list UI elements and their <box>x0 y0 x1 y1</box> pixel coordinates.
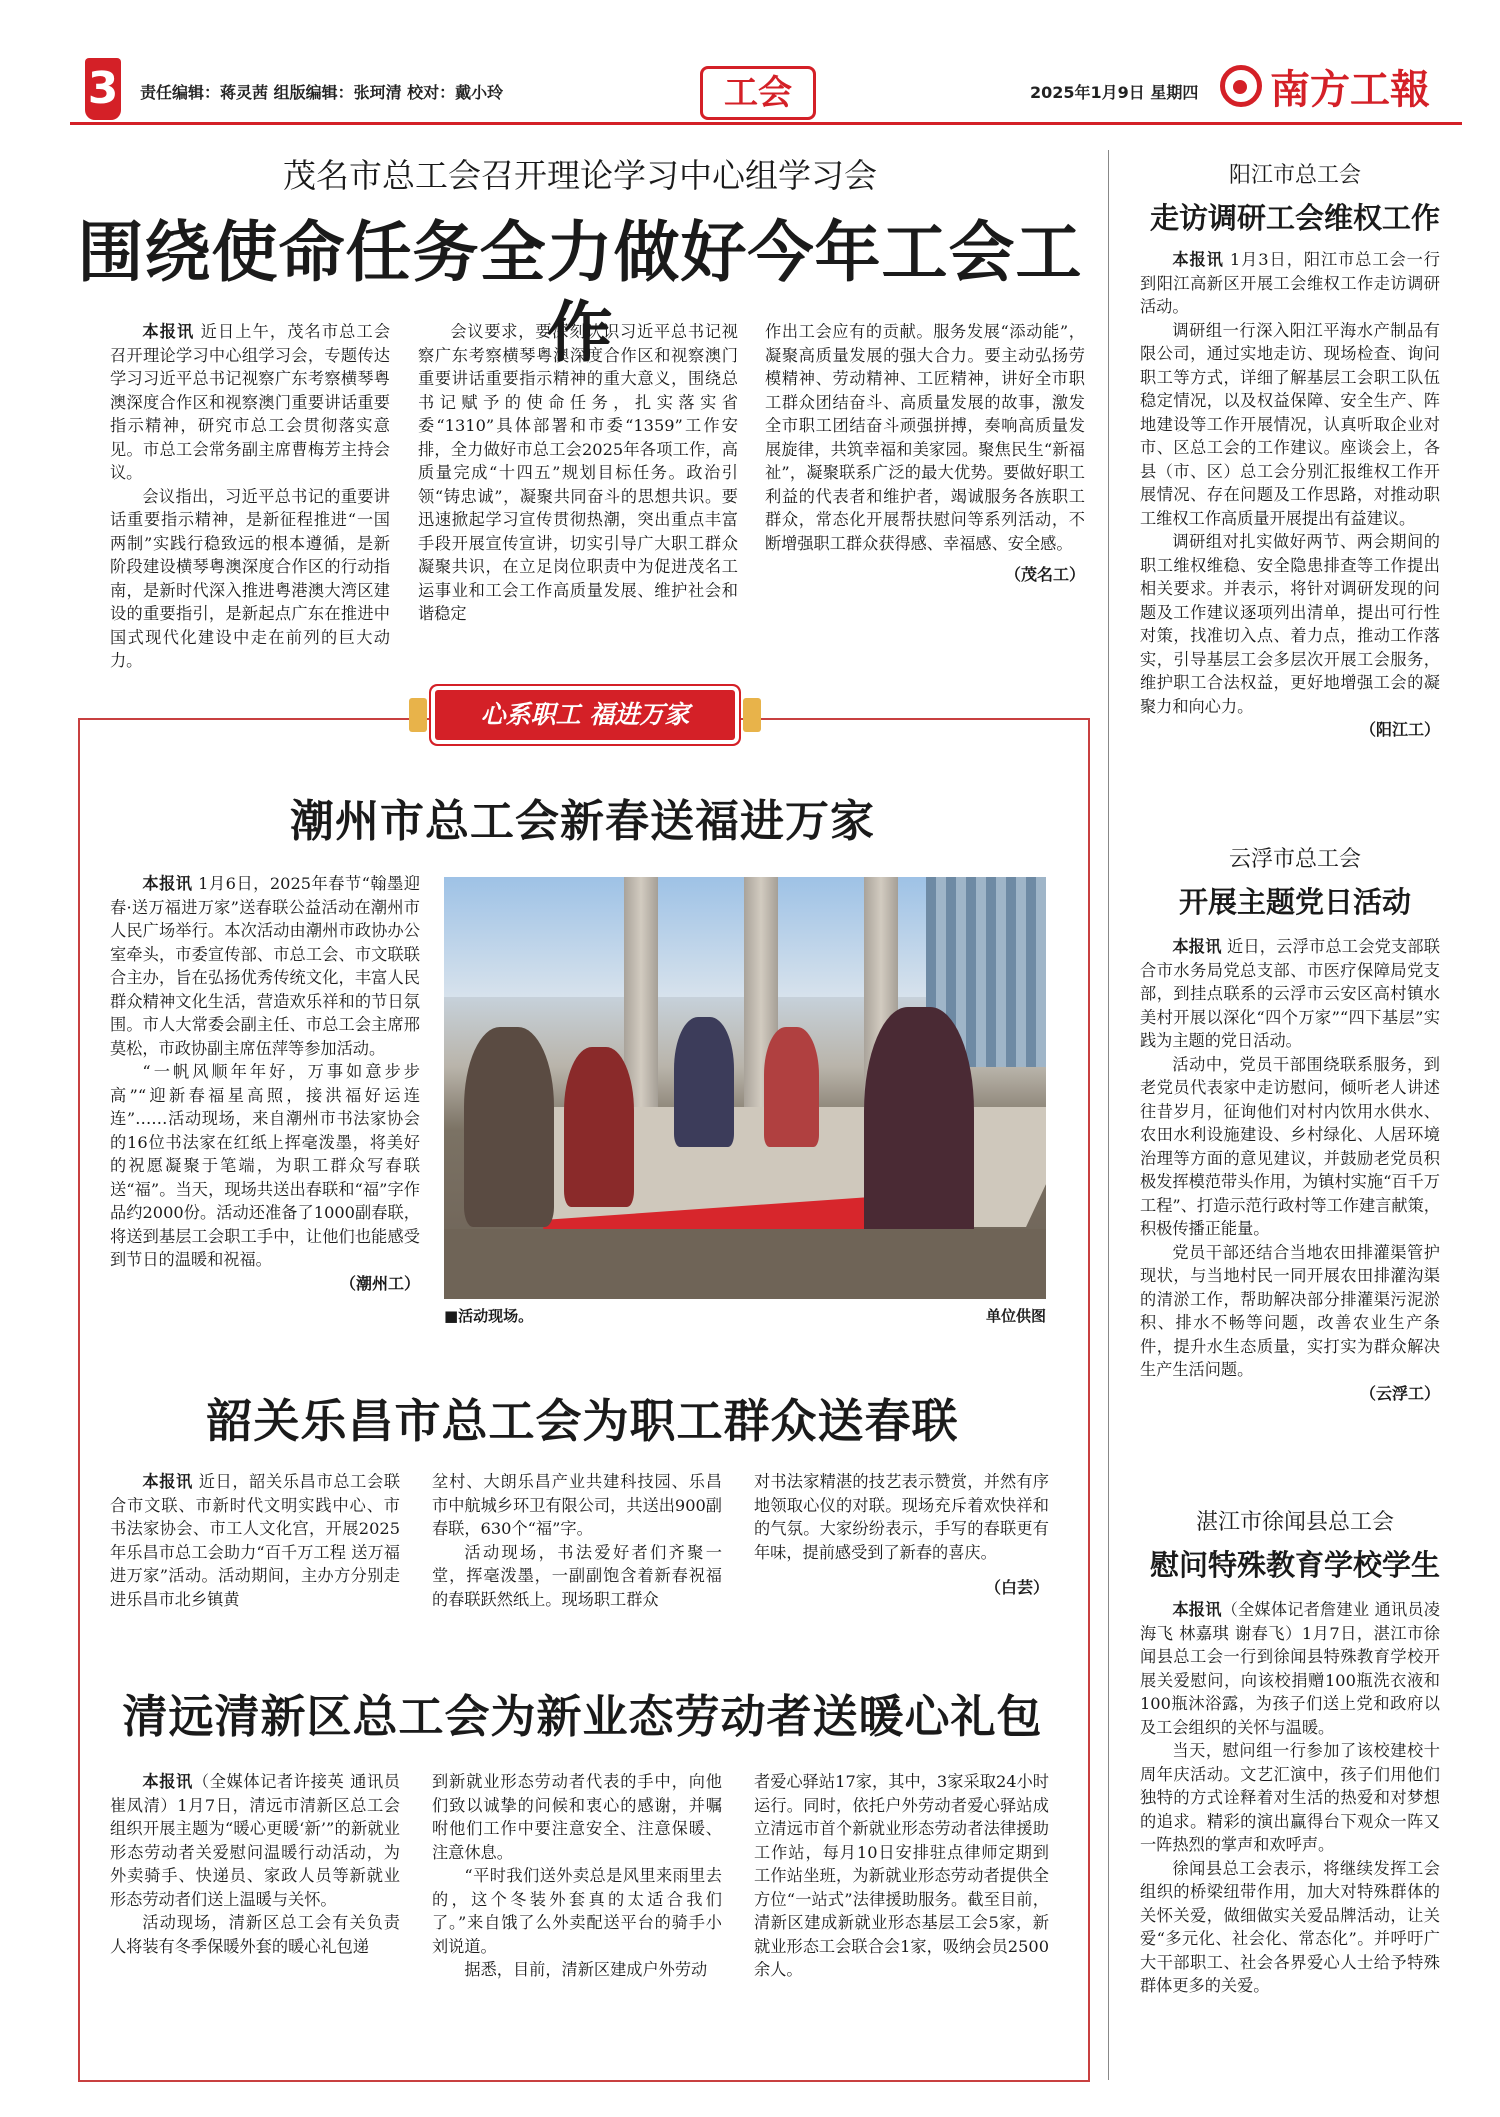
paragraph: “平时我们送外卖总是风里来雨里去的，这个冬装外套真的太适合我们了。”来自饿了么外卖配送平台的骑手小刘说道。 <box>432 1866 722 1956</box>
zhanjiang-body <box>1140 1598 1440 1998</box>
lead-col-3 <box>765 320 1085 587</box>
byline-sign: （潮州工） <box>339 1273 420 1293</box>
logo-mark-icon <box>1220 65 1262 107</box>
paragraph: 活动现场，清新区总工会有关负责人将装有冬季保暖外套的暖心礼包递 <box>110 1913 400 1956</box>
editor-credits: 责任编辑：蒋灵茜 组版编辑：张珂清 校对：戴小玲 <box>140 83 504 102</box>
paragraph: 本报讯 1月3日，阳江市总工会一行到阳江高新区开展工会维权工作走访调研活动。 <box>1140 250 1440 316</box>
event-photo <box>444 877 1046 1299</box>
shaoguan-col-1 <box>110 1470 400 1611</box>
byline-sign: （云浮工） <box>1359 1383 1440 1403</box>
lead-col-1 <box>110 320 390 673</box>
paragraph: 作出工会应有的贡献。服务发展“添动能”，凝聚高质量发展的强大合力。要主动弘扬劳模精神、劳动精神、工匠精神，讲好全市职工群众团结奋斗、高质量发展的故事，激发全市职工团结奋斗顽强拼搏，奏响高质量发展旋律，共筑幸福和美家园。聚焦民生“新福祉”，凝聚联系广泛的最大优势。要做好职工利益的代表者和维护者，竭诚服务各族职工群众，常态化开展帮扶慰问等系列活动，不断增强职工群众获得感、幸福感、安全感。 <box>765 322 1085 553</box>
paragraph: 据悉，目前，清新区建成户外劳动 <box>464 1960 708 1979</box>
yangjiang-body <box>1140 248 1440 742</box>
paragraph: 对书法家精湛的技艺表示赞赏，并然有序地领取心仪的对联。现场充斥着欢快祥和的气氛。大家纷纷表示，手写的春联更有年味，提前感受到了新春的喜庆。 <box>754 1472 1049 1562</box>
paragraph: 调研组一行深入阳江平海水产制品有限公司，通过实地走访、现场检查、询问职工等方式，详细了解基层工会职工队伍稳定情况，以及权益保障、安全生产、阵地建设等工作开展情况，认真听取企业对市、区总工会的工作建议。座谈会上，各县（市、区）总工会分别汇报维权工作开展情况、存在问题及工作思路，对推动职工维权工作高质量开展提出有益建议。 <box>1140 320 1440 528</box>
zhanjiang-headline: 慰问特殊教育学校学生 <box>1149 1548 1440 1582</box>
special-section-banner: 心系职工 福进万家 <box>435 690 735 740</box>
paragraph: 调研组对扎实做好两节、两会期间的职工维权维稳、安全隐患排查等工作提出相关要求。并表示，将针对调研发现的问题及工作建议逐项列出清单，提出可行性对策，找准切入点、着力点，推动工作落实，引导基层工会多层次开展工会服务，维护职工合法权益，更好地增强工会的凝聚力和向心力。 <box>1140 532 1440 716</box>
shaoguan-col-2 <box>432 1470 722 1611</box>
byline-sign: （阳江工） <box>1359 720 1440 739</box>
paragraph: 徐闻县总工会表示，将继续发挥工会组织的桥梁纽带作用，加大对特殊群体的关怀关爱，做细做实关爱品牌活动，让关爱“多元化、社会化、常态化”。并呼吁广大干部职工、社会各界爱心人士给予特殊群体更多的关爱。 <box>1140 1858 1440 1995</box>
paragraph: 本报讯 1月6日，2025年春节“翰墨迎春·送万福进万家”送春联公益活动在潮州市人民广场举行。本次活动由潮州市政协办公室牵头，市委宣传部、市总工会、市文联联合主办，旨在弘扬优秀传统文化，丰富人民群众精神文化生活，营造欢乐祥和的节日氛围。市人大常委会副主任、市总工会主席邢莫松，市政协副主席伍萍等参加活动。 <box>110 874 421 1058</box>
lead-subtitle: 茂名市总工会召开理论学习中心组学习会 <box>283 156 877 195</box>
paragraph: 会议要求，要深刻认识习近平总书记视察广东考察横琴粤澳深度合作区和视察澳门重要讲话重要指示精神的重大意义，围绕总书记赋予的使命任务，扎实落实省委“1310”具体部署和市委“1359”工作安排，全力做好市总工会2025年各项工作，高质量完成“十四五”规划目标任务。政治引领“铸忠诚”，凝聚共同奋斗的思想共识。要迅速掀起学习宣传贯彻热潮，突出重点丰富手段开展宣传宣讲，切实引导广大职工群众凝聚共识，在立足岗位职责中为促进茂名工运事业和工会工作高质量发展、维护社会和谐稳定 <box>418 322 738 623</box>
chaozhou-headline: 潮州市总工会新春送福进万家 <box>290 796 875 847</box>
section-label: 工会 <box>700 66 816 120</box>
paragraph: 者爱心驿站17家，其中，3家采取24小时运行。同时，依托户外劳动者爱心驿站成立清远市首个新就业形态劳动者法律援助工作站，每月10日安排驻点律师定期到工作站坐班，为新就业形态劳动者提供全方位“一站式”法律援助服务。截至目前，清新区建成新就业形态基层工会5家，新就业形态工会联合会1家，吸纳会员2500余人。 <box>754 1772 1049 1979</box>
shaoguan-col-3 <box>754 1470 1049 1600</box>
photo-caption: ■活动现场。 <box>444 1307 534 1325</box>
yangjiang-org: 阳江市总工会 <box>1228 163 1361 188</box>
newspaper-logo <box>1220 60 1455 112</box>
newspaper-name: 南方工報 <box>1270 66 1430 113</box>
yangjiang-headline: 走访调研工会维权工作 <box>1149 201 1440 235</box>
paragraph: 当天，慰问组一行参加了该校建校十周年庆活动。文艺汇演中，孩子们用他们独特的方式诠释着对生活的热爱和对梦想的追求。精彩的演出赢得台下观众一阵又一阵热烈的掌声和欢呼声。 <box>1140 1741 1440 1854</box>
paragraph: “一帆风顺年年好，万事如意步步高”“迎新春福星高照，接洪福好运连连”……活动现场，来自潮州市书法家协会的16位书法家在红纸上挥毫泼墨，将美好的祝愿凝聚于笔端，为职工群众写春联送“福”。当天，现场共送出春联和“福”字作品约2000份。活动还准备了1000副春联，将送到基层工会职工手中，让他们也能感受到节日的温暖和祝福。 <box>110 1062 420 1269</box>
header-rule <box>70 122 1462 125</box>
sidebar-divider <box>1108 150 1109 2080</box>
yunfu-body <box>1140 935 1440 1405</box>
byline-sign: （白芸） <box>984 1578 1049 1597</box>
paragraph: 会议指出，习近平总书记的重要讲话重要指示精神，是新征程推进“一国两制”实践行稳致远的根本遵循，是新阶段建设横琴粤澳深度合作区的行动指南，是新时代深入推进粤港澳大湾区建设的重要指引，是新起点广东在推进中国式现代化建设中走在前列的巨大动力。 <box>110 486 390 670</box>
photo-credit: 单位供图 <box>985 1307 1046 1325</box>
byline-sign: （茂名工） <box>1004 565 1085 584</box>
paragraph: 本报讯 近日，云浮市总工会党支部联合市水务局党总支部、市医疗保障局党支部，到挂点联系的云浮市云安区高村镇水美村开展以深化“四个万家”“四下基层”实践为主题的党日活动。 <box>1140 937 1440 1050</box>
paragraph: 本报讯（全媒体记者詹建业 通讯员凌海飞 林嘉琪 谢春飞）1月7日，湛江市徐闻县总工会一行到徐闻县特殊教育学校开展关爱慰问，向该校捐赠100瓶洗衣液和100瓶沐浴露，为孩子们送上党和政府以及工会组织的关怀与温暖。 <box>1140 1600 1440 1737</box>
zhanjiang-org: 湛江市徐闻县总工会 <box>1195 1510 1394 1535</box>
qingyuan-col-1 <box>110 1770 400 1958</box>
shaoguan-headline: 韶关乐昌市总工会为职工群众送春联 <box>206 1394 959 1448</box>
qingyuan-headline: 清远清新区总工会为新业态劳动者送暖心礼包 <box>122 1690 1043 1743</box>
paragraph: 本报讯 近日上午，茂名市总工会召开理论学习中心组学习会，专题传达学习习近平总书记视察广东考察横琴粤澳深度合作区和视察澳门重要讲话重要指示精神，研究市总工会贯彻落实意见。市总工会常务副主席曹梅芳主持会议。 <box>110 322 391 482</box>
qingyuan-col-3 <box>754 1770 1049 1982</box>
paragraph: 本报讯 近日，韶关乐昌市总工会联合市文联、市新时代文明实践中心、市书法家协会、市工人文化宫，开展2025年乐昌市总工会助力“百千万工程 送万福进万家”活动。活动期间，主办方分别走进乐昌市北乡镇黄 <box>110 1472 401 1609</box>
paragraph: 活动中，党员干部围绕联系服务，到老党员代表家中走访慰问，倾听老人讲述往昔岁月，征询他们对村内饮用水供水、农田水利设施建设、乡村绿化、人居环境治理等方面的意见建议，并鼓励老党员积极发挥模范带头作用，为镇村实施“百千万工程”、打造示范行政村等工作建言献策，积极传播正能量。 <box>1140 1054 1440 1238</box>
paragraph: 本报讯（全媒体记者许接英 通讯员崔凤清）1月7日，清远市清新区总工会组织开展主题为“暖心更暖‘新’”的新就业形态劳动者关爱慰问温暖行动活动，为外卖骑手、快递员、家政人员等新就业形态劳动者们送上温暖与关怀。 <box>110 1772 400 1909</box>
paragraph: 活动现场，书法爱好者们齐聚一堂，挥毫泼墨，一副副饱含着新春祝福的春联跃然纸上。现场职工群众 <box>432 1542 722 1609</box>
lead-headline: 围绕使命任务全力做好今年工会工作 <box>77 213 1083 371</box>
yunfu-headline: 开展主题党日活动 <box>1178 885 1411 919</box>
paragraph: 到新就业形态劳动者代表的手中，向他们致以诚挚的问候和衷心的感谢，并嘱咐他们工作中要注意安全、注意保暖、注意休息。 <box>432 1772 722 1862</box>
page-number-badge: 3 <box>85 58 121 120</box>
lead-col-2 <box>418 320 738 626</box>
paragraph: 坌村、大朗乐昌产业共建科技园、乐昌市中航城乡环卫有限公司，共送出900副春联，630个“福”字。 <box>432 1472 722 1538</box>
paragraph: 党员干部还结合当地农田排灌渠管护现状，与当地村民一同开展农田排灌沟渠的清淤工作，帮助解决部分排灌渠污泥淤积、排水不畅等问题，改善农业生产条件，提升水生态质量，实打实为群众解决生产生活问题。 <box>1140 1242 1440 1379</box>
yunfu-org: 云浮市总工会 <box>1228 847 1361 872</box>
chaozhou-body <box>110 872 420 1295</box>
qingyuan-col-2 <box>432 1770 722 1982</box>
issue-date: 2025年1月9日 星期四 <box>1030 83 1199 102</box>
